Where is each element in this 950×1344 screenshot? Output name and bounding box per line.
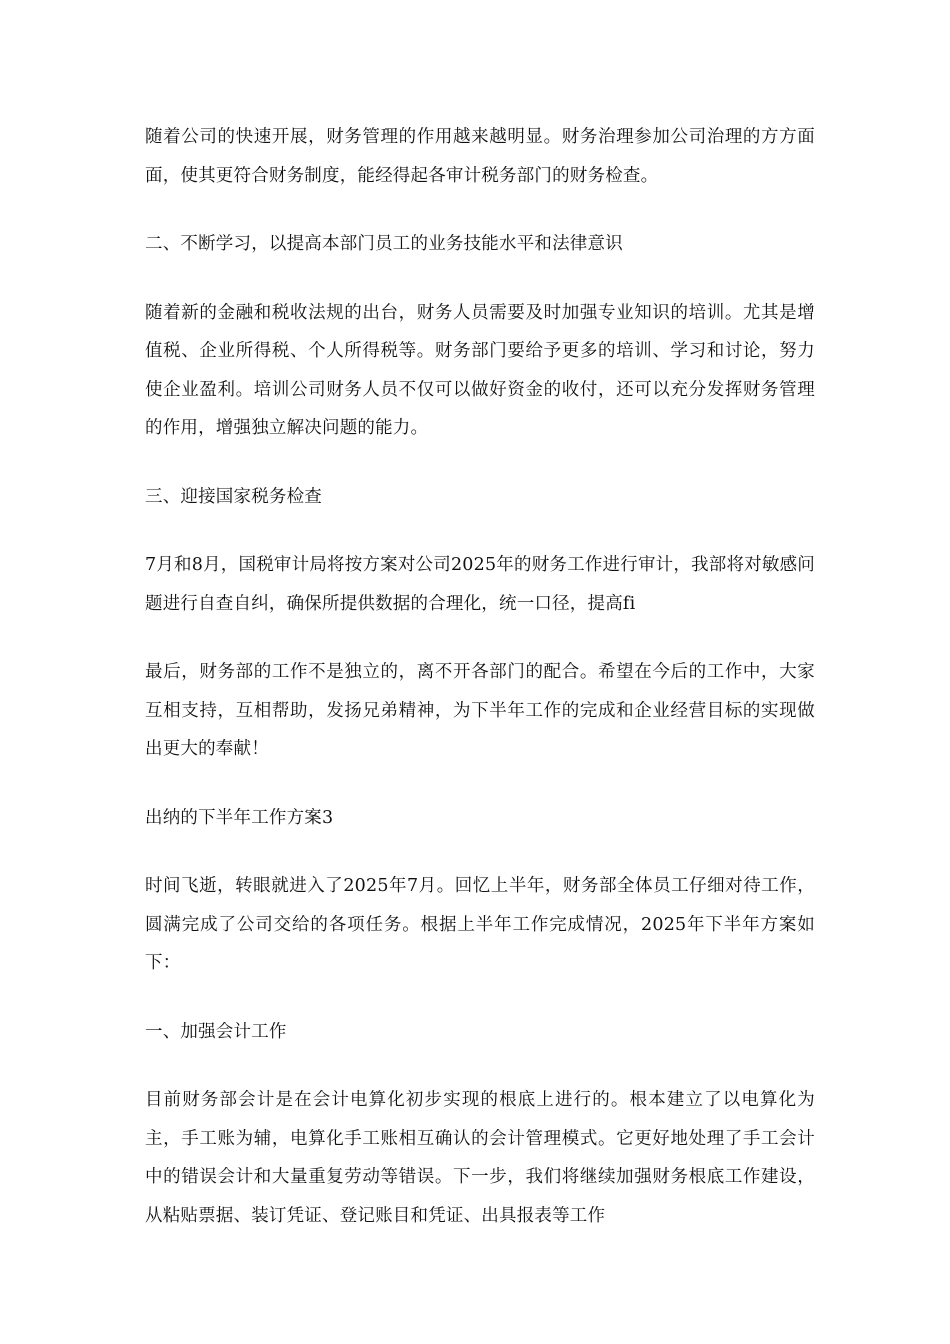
paragraph-accounting: 目前财务部会计是在会计电算化初步实现的根底上进行的。根本建立了以电算化为主，手工账为辅，电算化手工账相互确认的会计管理模式。它更好地处理了手工会计中的错误会计和大量重复劳动等错误。下一步，我们将继续加强财务根底工作建设，从粘贴票据、装订凭证、登记账目和凭证、出具报表等工作: [145, 1090, 815, 1226]
section-heading-accounting: 一、加强会计工作: [145, 1021, 287, 1042]
section-heading-tax-inspection: 三、迎接国家税务检查: [145, 486, 322, 507]
section-heading-learning: 二、不断学习，以提高本部门员工的业务技能水平和法律意识: [145, 234, 623, 254]
document-body: [145, 118, 815, 1265]
paragraph-financial-management: 随着公司的快速开展，财务管理的作用越来越明显。财务治理参加公司治理的方方面面，使其更符合财务制度，能经得起各审计税务部门的财务检查。: [145, 127, 815, 186]
paragraph-intro: 时间飞逝，转眼就进入了2025年7月。回忆上半年，财务部全体员工仔细对待工作，圆满完成了公司交给的各项任务。根据上半年工作完成情况，2025年下半年方案如下：: [145, 876, 815, 973]
document-title-plan-3: 出纳的下半年工作方案3: [145, 807, 334, 828]
paragraph-conclusion: 最后，财务部的工作不是独立的，离不开各部门的配合。希望在今后的工作中，大家互相支持，互相帮助，发扬兄弟精神，为下半年工作的完成和企业经营目标的实现做出更大的奉献！: [145, 662, 815, 759]
paragraph-audit: 7月和8月，国税审计局将按方案对公司2025年的财务工作进行审计，我部将对敏感问题进行自查自纠，确保所提供数据的合理化，统一口径，提高fi: [145, 555, 815, 614]
paragraph-training: 随着新的金融和税收法规的出台，财务人员需要及时加强专业知识的培训。尤其是增值税、企业所得税、个人所得税等。财务部门要给予更多的培训、学习和讨论，努力使企业盈利。培训公司财务人员不仅可以做好资金的收付，还可以充分发挥财务管理的作用，增强独立解决问题的能力。: [145, 302, 815, 438]
